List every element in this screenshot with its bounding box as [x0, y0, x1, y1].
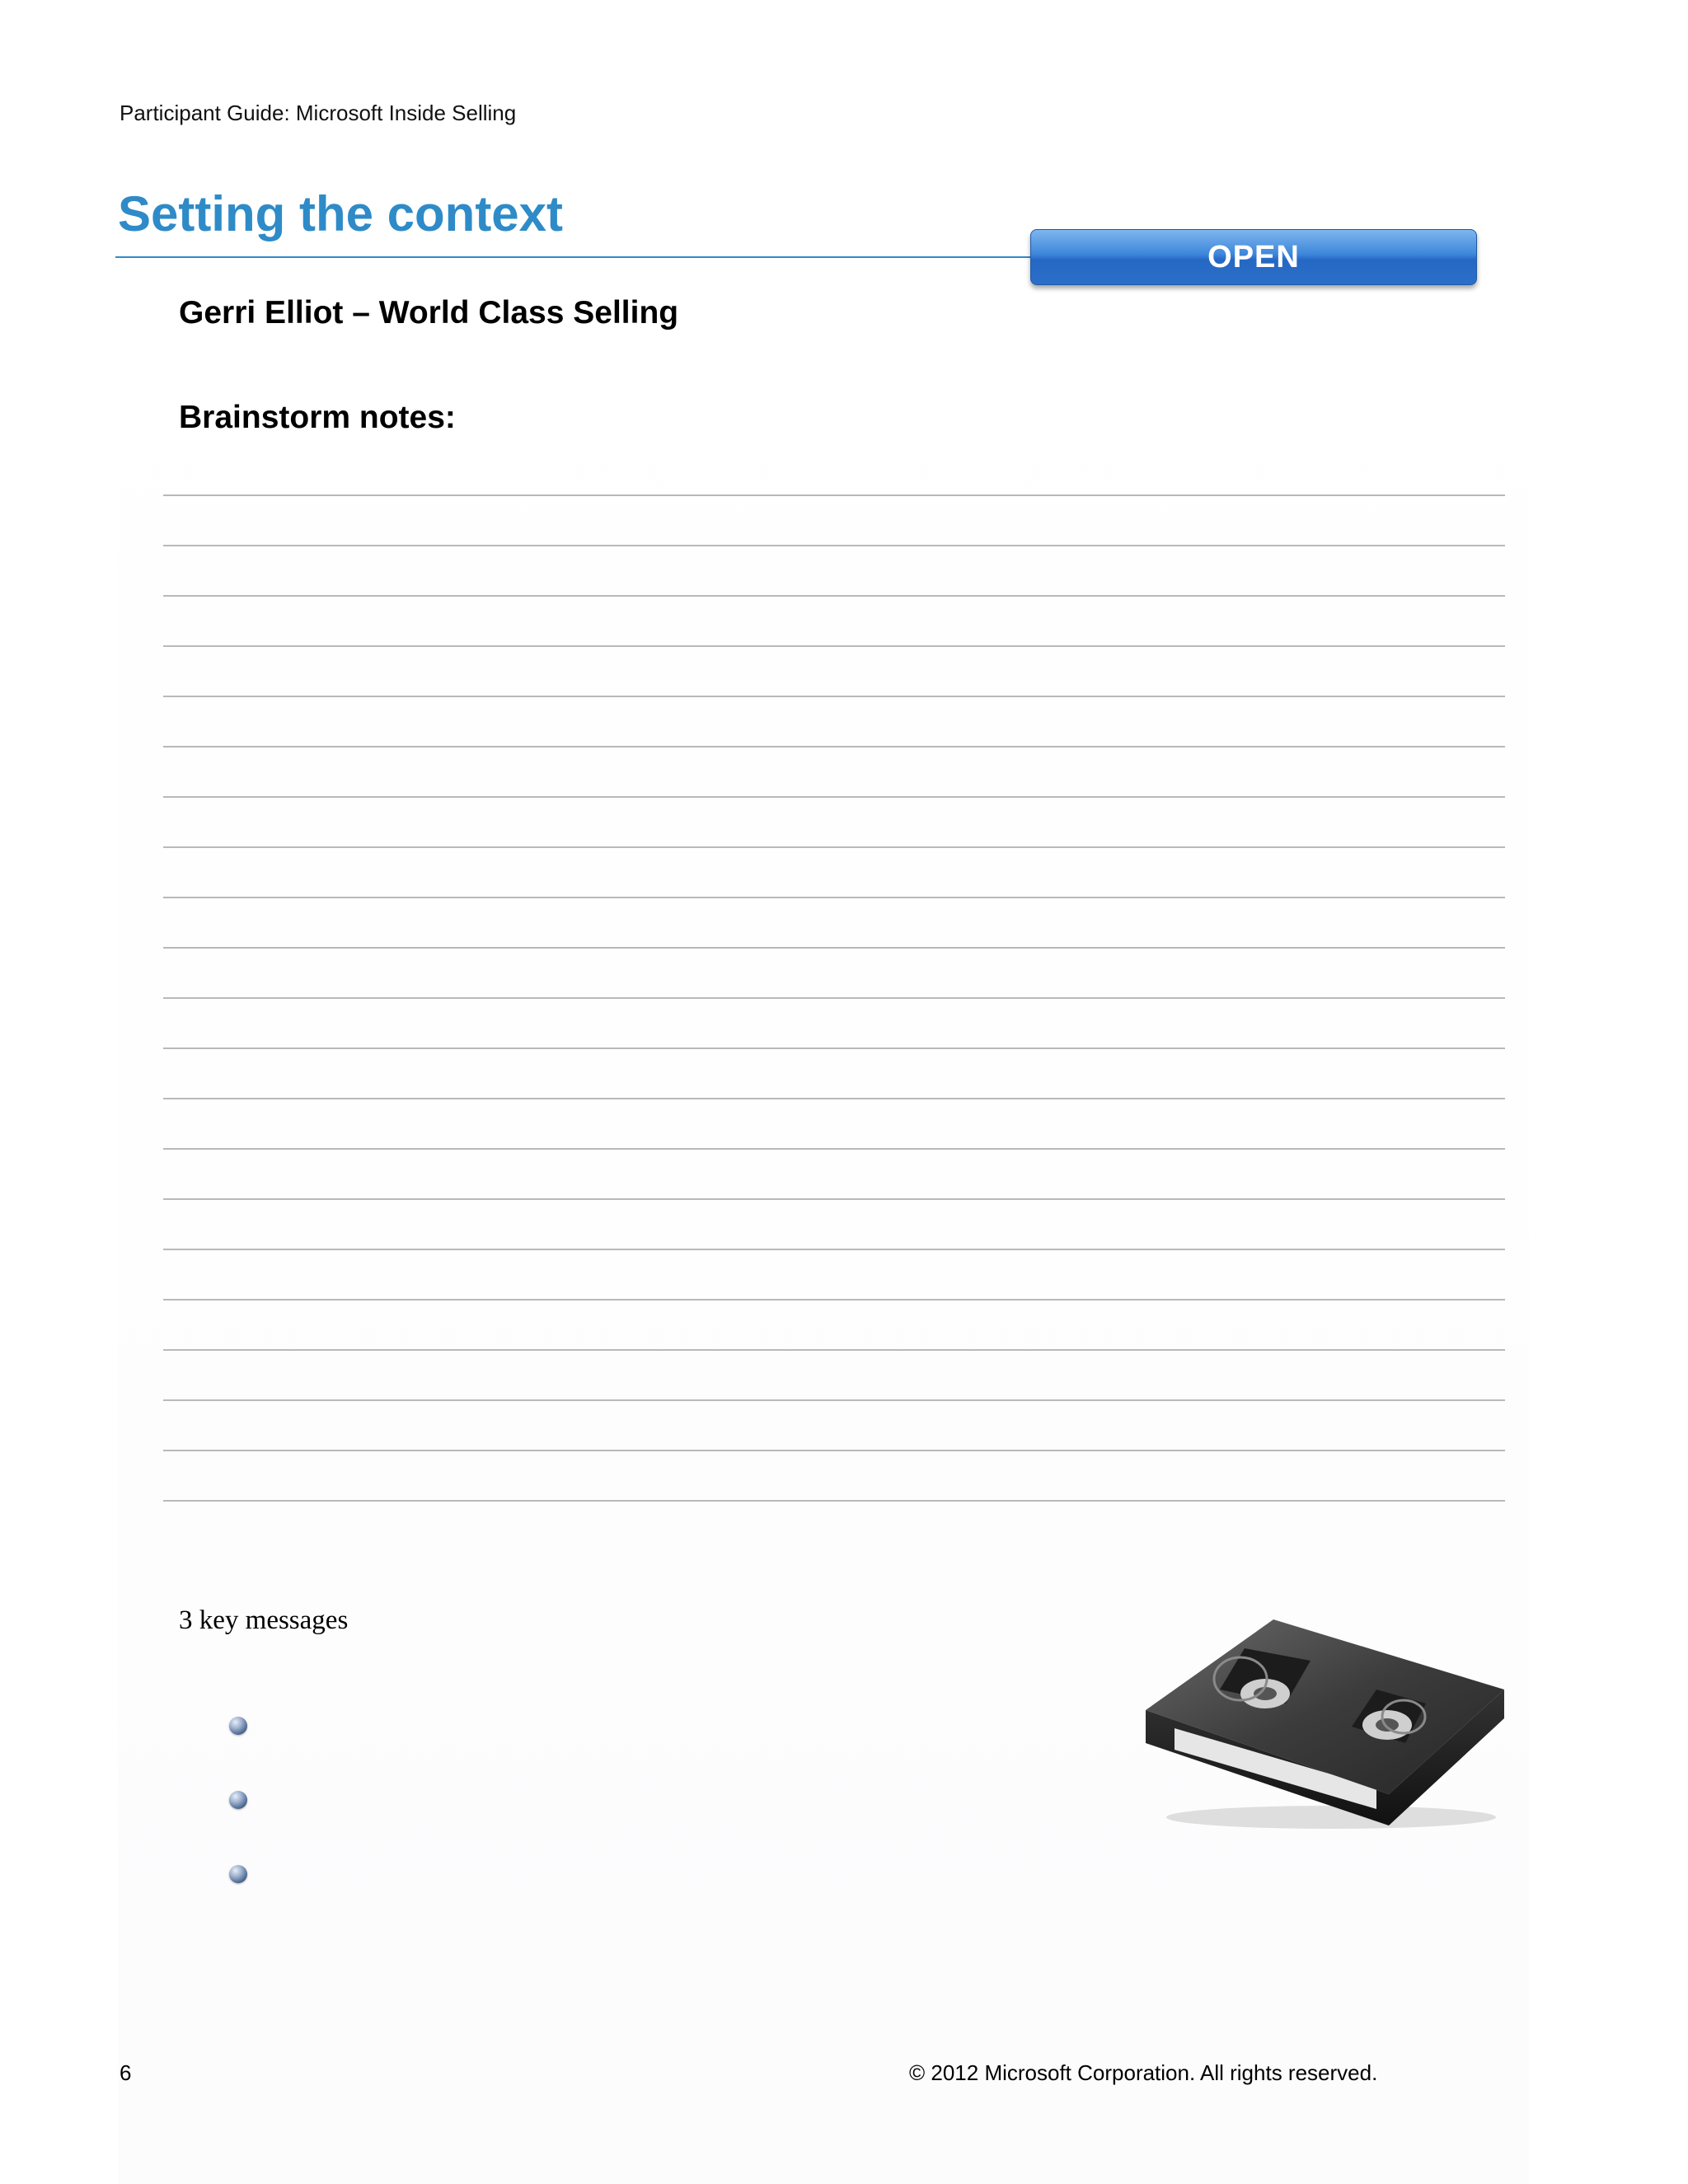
note-line [163, 1148, 1505, 1150]
note-line [163, 1198, 1505, 1200]
note-line [163, 746, 1505, 748]
session-subtitle: Gerri Elliot – World Class Selling [179, 295, 679, 330]
note-line [163, 1349, 1505, 1351]
note-line [163, 1098, 1505, 1099]
note-line [163, 545, 1505, 546]
note-line [163, 1047, 1505, 1049]
content-panel [118, 264, 1529, 2184]
page-title: Setting the context [118, 186, 564, 241]
vhs-cassette-icon [1142, 1611, 1512, 1834]
title-divider [115, 256, 1030, 258]
notes-heading: Brainstorm notes: [179, 400, 456, 435]
note-line [163, 796, 1505, 798]
note-line [163, 595, 1505, 597]
note-line [163, 696, 1505, 697]
note-line [163, 947, 1505, 949]
note-line [163, 645, 1505, 647]
note-line [163, 897, 1505, 898]
sphere-bullet-icon [229, 1865, 247, 1883]
sphere-bullet-icon [229, 1791, 247, 1809]
sphere-bullet-icon [229, 1717, 247, 1735]
copyright-notice: © 2012 Microsoft Corporation. All rights reserved. [909, 2060, 1378, 2085]
note-line [163, 997, 1505, 999]
key-messages-heading: 3 key messages [179, 1605, 349, 1635]
note-line [163, 1399, 1505, 1401]
running-header: Participant Guide: Microsoft Inside Selling [120, 101, 517, 125]
note-line [163, 494, 1505, 496]
note-line [163, 1500, 1505, 1502]
note-line [163, 1450, 1505, 1451]
note-line [163, 1249, 1505, 1250]
open-button[interactable]: OPEN [1030, 229, 1477, 285]
page-number: 6 [120, 2060, 132, 2085]
note-line [163, 846, 1505, 848]
note-line [163, 1299, 1505, 1301]
